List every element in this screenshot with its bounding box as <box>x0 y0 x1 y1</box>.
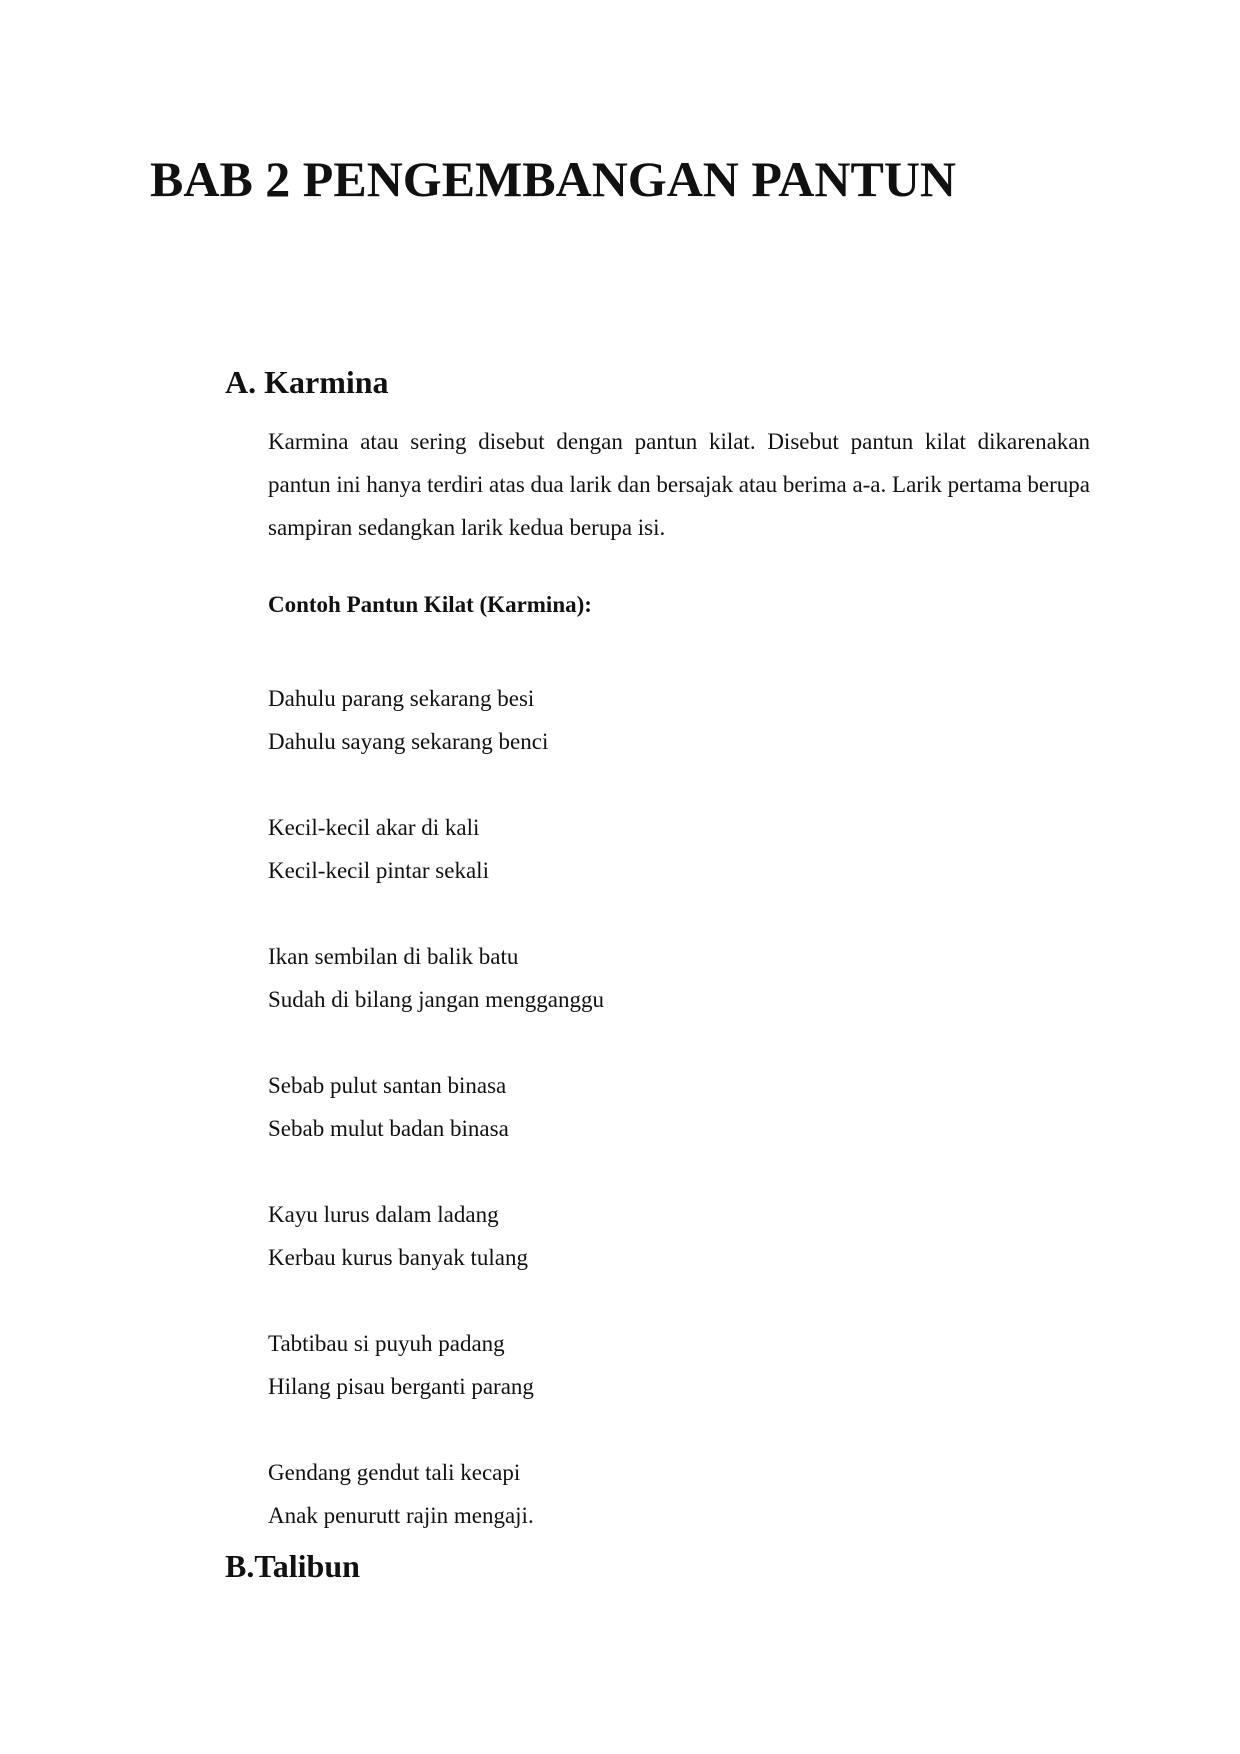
stanza <box>268 1451 1090 1580</box>
stanza-line: Kecil-kecil akar di kali <box>268 815 480 840</box>
stanza <box>268 1064 1090 1193</box>
stanza-line: Kerbau kurus banyak tulang <box>268 1245 528 1270</box>
stanza-line: Hilang pisau berganti parang <box>268 1374 534 1399</box>
stanza <box>268 1193 1090 1322</box>
stanza <box>268 806 1090 935</box>
stanza-line: Anak penurutt rajin mengaji. <box>268 1503 534 1528</box>
stanza-line: Dahulu parang sekarang besi <box>268 686 535 711</box>
stanza-line: Kecil-kecil pintar sekali <box>268 858 489 883</box>
stanza <box>268 935 1090 1064</box>
stanza-line: Sudah di bilang jangan mengganggu <box>268 987 604 1012</box>
stanza <box>268 677 1090 806</box>
stanza-line: Tabtibau si puyuh padang <box>268 1331 505 1356</box>
stanza-line: Kayu lurus dalam ladang <box>268 1202 499 1227</box>
stanza <box>268 1322 1090 1451</box>
stanza-line: Sebab mulut badan binasa <box>268 1116 509 1141</box>
stanza-line: Ikan sembilan di balik batu <box>268 944 519 969</box>
section-heading-talibun: B.Talibun <box>225 1548 360 1584</box>
stanza-line: Dahulu sayang sekarang benci <box>268 729 549 754</box>
stanza-line: Sebab pulut santan binasa <box>268 1073 507 1098</box>
karmina-examples <box>268 677 1090 1580</box>
karmina-intro-paragraph: Karmina atau sering disebut dengan pantun kilat. Disebut pantun kilat dikarenakan pantun ini hanya terdiri atas dua larik dan bersajak atau berima a-a. Larik pertama berupa sampiran sedangkan larik kedua berupa isi. <box>268 429 1090 540</box>
stanza-line: Gendang gendut tali kecapi <box>268 1460 521 1485</box>
examples-heading: Contoh Pantun Kilat (Karmina): <box>268 592 592 617</box>
section-heading-karmina: A. Karmina <box>225 364 389 400</box>
chapter-title: BAB 2 PENGEMBANGAN PANTUN <box>150 151 957 207</box>
